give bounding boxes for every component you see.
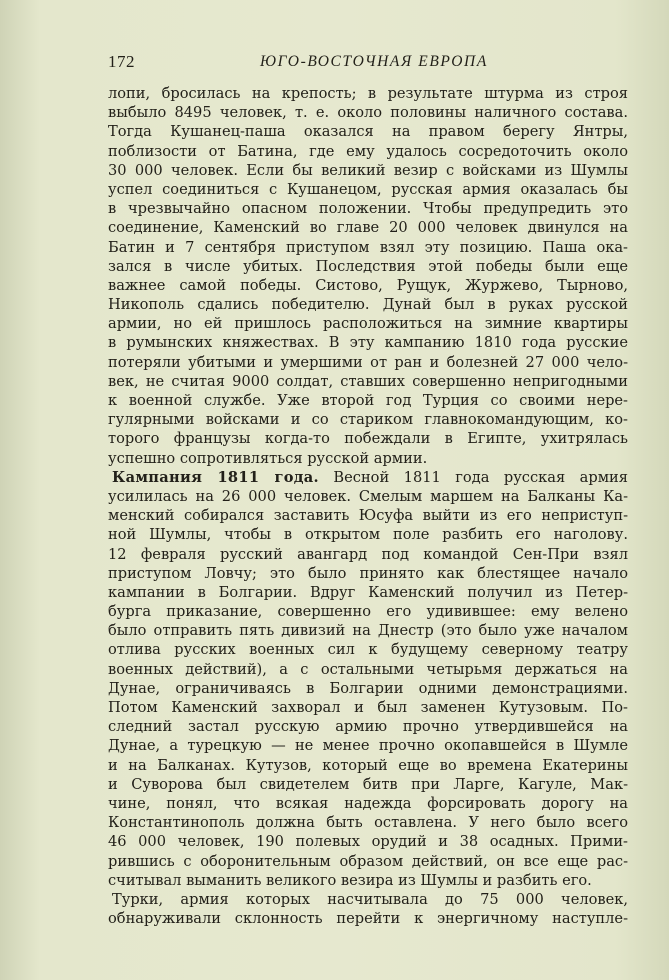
text-line: было отправить пять дивизий на Днестр (это было уже началом: [108, 622, 628, 640]
text-line: соединение, Каменский во главе 20 000 человек двинулся на: [108, 219, 628, 237]
section-heading: Кампания 1811 года.: [112, 468, 319, 486]
text-line: отлива русских военных сил к будущему северному театру: [108, 641, 628, 659]
section-first-line: [108, 468, 628, 487]
text-run: Весной 1811 года русская армия: [318, 468, 628, 486]
text-line: Турки, армия которых насчитывала до 75 000 человек,: [112, 890, 628, 908]
text-line: Дунае, ограничиваясь в Болгарии одними демонстрациями.: [108, 679, 628, 697]
text-line: приступом Ловчу; это было принято как блестящее начало: [108, 564, 628, 582]
text-line: рившись с оборонительным образом действий, он все еще рас-: [108, 852, 628, 870]
text-line: Батин и 7 сентября приступом взял эту позицию. Паша ока-: [108, 238, 628, 256]
text-line: гулярными войсками и со стариком главнокомандующим, ко-: [108, 411, 628, 429]
text-line: считывал выманить великого везира из Шумлы и разбить его.: [108, 871, 592, 889]
text-line: Потом Каменский захворал и был заменен Кутузовым. По-: [108, 699, 628, 716]
text-line: и Суворова был свидетелем битв при Ларге, Кагуле, Мак-: [108, 775, 628, 793]
page-header: [108, 52, 628, 74]
page-number: 172: [108, 52, 135, 71]
text-line: бурга приказание, совершенно его удивившее: ему велено: [108, 603, 628, 621]
text-line: усилилась на 26 000 человек. Смелым маршем на Балканы Ка-: [108, 487, 628, 505]
text-line: 30 000 человек. Если бы великий везир с войсками из Шумлы: [108, 161, 628, 179]
text-line: успел соединиться с Кушанецом, русская армия оказалась бы: [108, 180, 628, 198]
text-line: армии, но ей пришлось расположиться на зимние квартиры: [108, 315, 628, 333]
text-line: обнаруживали склонность перейти к энергичному наступле-: [108, 910, 628, 928]
text-line: в чрезвычайно опасном положении. Чтобы предупредить это: [108, 200, 628, 218]
text-line: в румынских княжествах. В эту кампанию 1810 года русские: [108, 334, 628, 352]
body-text: [108, 84, 628, 928]
text-line: зался в числе убитых. Последствия этой победы были еще: [108, 257, 628, 275]
text-line: лопи, бросилась на крепость; в результате штурма из строя: [108, 85, 628, 102]
text-line: поблизости от Батина, где ему удалось сосредоточить около: [108, 142, 628, 160]
text-line: 12 февраля русский авангард под командой Сен-При взял: [108, 545, 628, 563]
text-line: к военной службе. Уже второй год Турция со своими нере-: [108, 392, 628, 409]
text-line: Дунае, а турецкую — не менее прочно окопавшейся в Шумле: [108, 737, 628, 755]
text-line: Никополь сдались победителю. Дунай был в руках русской: [108, 296, 628, 314]
text-line: важнее самой победы. Систово, Рущук, Журжево, Тырново,: [108, 276, 628, 294]
text-line: выбыло 8495 человек, т. е. около половины наличного состава.: [108, 104, 628, 122]
text-line: век, не считая 9000 солдат, ставших совершенно непригодными: [108, 372, 628, 390]
text-line: чине, понял, что всякая надежда форсировать дорогу на: [108, 794, 628, 812]
text-line: торого французы когда-то побеждали в Египте, ухитрялась: [108, 430, 628, 448]
text-line: менский собирался заставить Юсуфа выйти из его неприступ-: [108, 507, 628, 525]
running-title: ЮГО-ВОСТОЧНАЯ ЕВРОПА: [260, 53, 488, 70]
text-line: следний застал русскую армию прочно утвердившейся на: [108, 718, 628, 736]
text-line: потеряли убитыми и умершими от ран и болезней 27 000 чело-: [108, 353, 628, 371]
text-line: 46 000 человек, 190 полевых орудий и 38 осадных. Прими-: [108, 833, 628, 851]
text-line: успешно сопротивляться русской армии.: [108, 449, 428, 467]
text-line: и на Балканах. Кутузов, который еще во времена Екатерины: [108, 756, 628, 774]
text-line: военных действий), а с остальными четырьмя держаться на: [108, 660, 628, 678]
text-line: Тогда Кушанец-паша оказался на правом берегу Янтры,: [108, 123, 628, 141]
text-line: ной Шумлы, чтобы в открытом поле разбить его наголову.: [108, 526, 628, 544]
text-line: кампании в Болгарии. Вдруг Каменский получил из Петер-: [108, 583, 628, 601]
text-line: Константинополь должна быть оставлена. У него было всего: [108, 814, 628, 832]
